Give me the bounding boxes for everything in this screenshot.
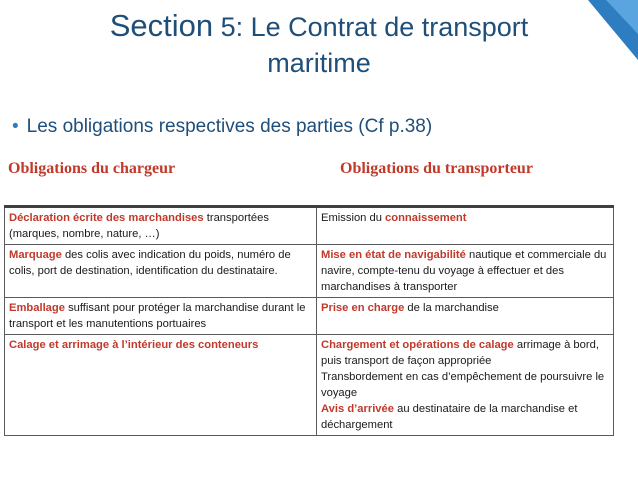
bullet-item	[12, 116, 432, 138]
table-row	[5, 298, 614, 335]
table-row	[5, 245, 614, 298]
highlight-text: Calage et arrimage à l’intérieur des conteneurs	[9, 339, 259, 351]
cell-text: transportées (marques, nombre, nature, …)	[9, 212, 269, 240]
title-section-word: Section	[109, 8, 214, 43]
header-shipper: Obligations du chargeur	[8, 160, 176, 177]
carrier-obligation-cell	[317, 245, 614, 298]
highlight-text: connaissement	[385, 212, 467, 224]
highlight-text: Déclaration écrite des marchandises	[9, 212, 204, 224]
highlight-text: Avis d’arrivée	[321, 403, 394, 415]
cell-text: Emission du	[321, 212, 386, 224]
shipper-obligation-cell	[5, 207, 317, 245]
title-line1: 5: Le Contrat de transport	[213, 12, 529, 42]
header-carrier: Obligations du transporteur	[340, 160, 533, 177]
table-row	[5, 207, 614, 245]
obligations-table	[4, 205, 614, 436]
highlight-text: Emballage	[9, 302, 65, 314]
carrier-obligation-cell	[317, 335, 614, 436]
title-line2: maritime	[267, 48, 371, 78]
carrier-obligation-cell	[317, 298, 614, 335]
highlight-text: Prise en charge	[321, 302, 405, 314]
carrier-obligation-cell	[317, 207, 614, 245]
table-row	[5, 335, 614, 436]
cell-text: des colis avec indication du poids, numéro de colis, port de destination, identification du destinataire.	[9, 249, 291, 277]
shipper-obligation-cell	[5, 335, 317, 436]
cell-text: Transbordement en cas d’empêchement de poursuivre le voyage	[321, 371, 605, 399]
page-title	[0, 8, 638, 81]
cell-text: arrimage à bord, puis transport de façon appropriée	[321, 339, 599, 367]
highlight-text: Chargement et opérations de calage	[321, 339, 514, 351]
highlight-text: Marquage	[9, 249, 62, 261]
cell-text: au destinataire de la marchandise et déchargement	[321, 403, 578, 431]
shipper-obligation-cell	[5, 298, 317, 335]
cell-text: suffisant pour protéger la marchandise durant le transport et les manutentions portuaires	[9, 302, 306, 330]
shipper-obligation-cell	[5, 245, 317, 298]
cell-text: nautique et commerciale du navire, compte-tenu du voyage à effectuer et des marchandises à transporter	[321, 249, 607, 293]
bullet-dot-icon: •	[12, 116, 19, 137]
cell-text: de la marchandise	[404, 302, 499, 314]
highlight-text: Mise en état de navigabilité	[321, 249, 466, 261]
bullet-text: Les obligations respectives des parties (Cf p.38)	[26, 116, 433, 137]
